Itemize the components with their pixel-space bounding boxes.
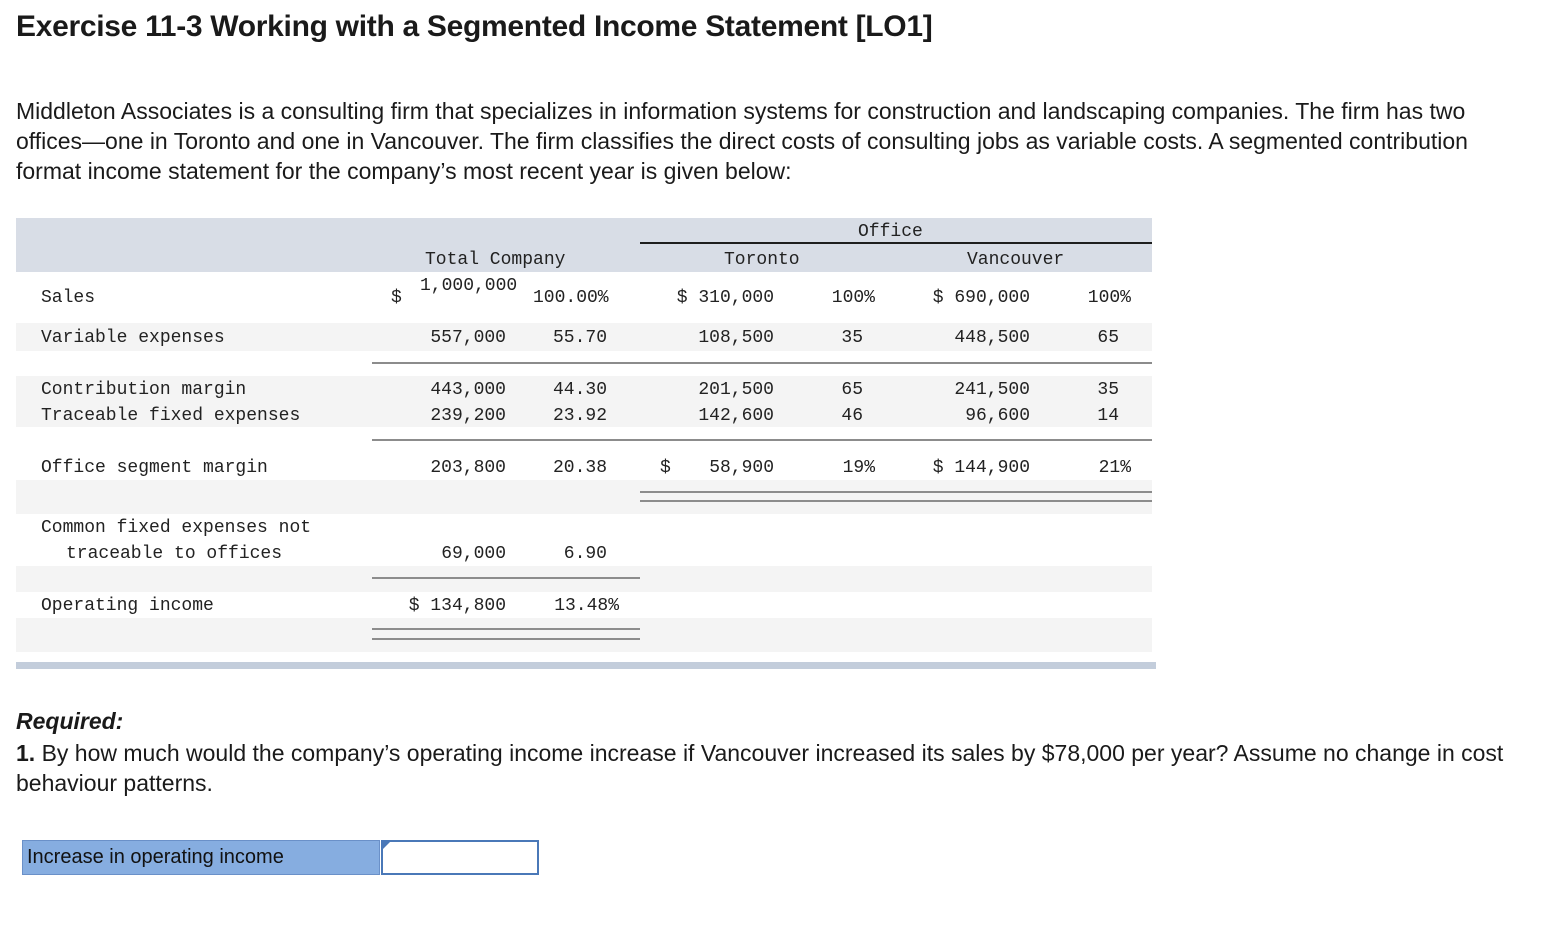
dollar-sign: $ [391, 288, 402, 308]
variable-toronto: 108,500 [698, 328, 774, 348]
sales-toronto-pct: 100% [831, 288, 875, 308]
subtotal-rule [372, 439, 1152, 441]
variable-vancouver: 448,500 [954, 328, 1030, 348]
contribution-total-pct: 44.30 [552, 380, 607, 400]
common-fixed-total-pct: 6.90 [563, 544, 607, 564]
contribution-total: 443,000 [430, 380, 506, 400]
traceable-vancouver-pct: 14 [1097, 406, 1119, 426]
sales-total-pct: 100.00% [533, 288, 609, 308]
contribution-toronto-pct: 65 [841, 380, 863, 400]
row-label-sales: Sales [41, 288, 96, 308]
variable-total-pct: 55.70 [552, 328, 607, 348]
sales-toronto: $ 310,000 [676, 288, 774, 308]
segment-margin-total-pct: 20.38 [552, 458, 607, 478]
common-fixed-total: 69,000 [441, 544, 506, 564]
answer-label: Increase in operating income [22, 840, 380, 875]
operating-income-total: $ 134,800 [408, 596, 506, 616]
subtotal-rule [372, 362, 1152, 364]
required-heading: Required: [16, 708, 124, 734]
office-group-header: Office [858, 222, 923, 242]
table-bottom-border [16, 662, 1156, 669]
sales-vancouver: $ 690,000 [932, 288, 1030, 308]
segment-margin-vancouver: $ 144,900 [932, 458, 1030, 478]
row-band [16, 618, 1152, 652]
sales-total: 1,000,000 [420, 276, 518, 296]
row-label-contribution-margin: Contribution margin [41, 380, 247, 400]
contribution-vancouver-pct: 35 [1097, 380, 1119, 400]
segment-margin-toronto: 58,900 [709, 458, 774, 478]
problem-description: Middleton Associates is a consulting firm that specializes in information systems for construction and landscaping companies. The firm has two offices—one in Toronto and one in Vancouver. The firm classifies the direct costs of consulting jobs as variable costs. A segmented contribution format income statement for the company’s most recent year is given below: [16, 98, 1468, 184]
question-body: By how much would the company’s operating income increase if Vancouver increased its sales by $78,000 per year? Assume no change in cost behaviour patterns. [16, 740, 1504, 796]
total-company-header: Total Company [425, 250, 566, 270]
contribution-toronto: 201,500 [698, 380, 774, 400]
double-rule [640, 491, 1152, 493]
row-label-variable-expenses: Variable expenses [41, 328, 225, 348]
traceable-vancouver: 96,600 [965, 406, 1030, 426]
double-rule [640, 500, 1152, 502]
subtotal-rule [372, 577, 640, 579]
variable-total: 557,000 [430, 328, 506, 348]
page-title: Exercise 11-3 Working with a Segmented Income Statement [LO1] [16, 10, 933, 43]
increase-in-operating-income-input[interactable] [381, 840, 539, 875]
toronto-header: Toronto [724, 250, 800, 270]
segment-margin-total: 203,800 [430, 458, 506, 478]
row-label-common-fixed-expenses-cont: traceable to offices [66, 544, 283, 564]
segment-margin-toronto-pct: 19% [842, 458, 875, 478]
variable-vancouver-pct: 65 [1097, 328, 1119, 348]
sales-vancouver-pct: 100% [1087, 288, 1131, 308]
vancouver-header: Vancouver [967, 250, 1065, 270]
traceable-total-pct: 23.92 [552, 406, 607, 426]
row-label-traceable-fixed-expenses: Traceable fixed expenses [41, 406, 301, 426]
row-label-office-segment-margin: Office segment margin [41, 458, 268, 478]
row-band [16, 566, 1152, 592]
row-label-common-fixed-expenses: Common fixed expenses not [41, 518, 312, 538]
double-rule [372, 638, 640, 640]
traceable-toronto-pct: 46 [841, 406, 863, 426]
question-text [16, 738, 1536, 798]
traceable-total: 239,200 [430, 406, 506, 426]
variable-toronto-pct: 35 [841, 328, 863, 348]
operating-income-total-pct: 13.48% [554, 596, 619, 616]
traceable-toronto: 142,600 [698, 406, 774, 426]
question-number: 1. [16, 740, 36, 766]
contribution-vancouver: 241,500 [954, 380, 1030, 400]
row-band [16, 480, 1152, 514]
row-label-operating-income: Operating income [41, 596, 214, 616]
dollar-sign: $ [660, 458, 671, 478]
input-marker-icon [382, 841, 391, 850]
double-rule [372, 628, 640, 630]
segment-margin-vancouver-pct: 21% [1098, 458, 1131, 478]
